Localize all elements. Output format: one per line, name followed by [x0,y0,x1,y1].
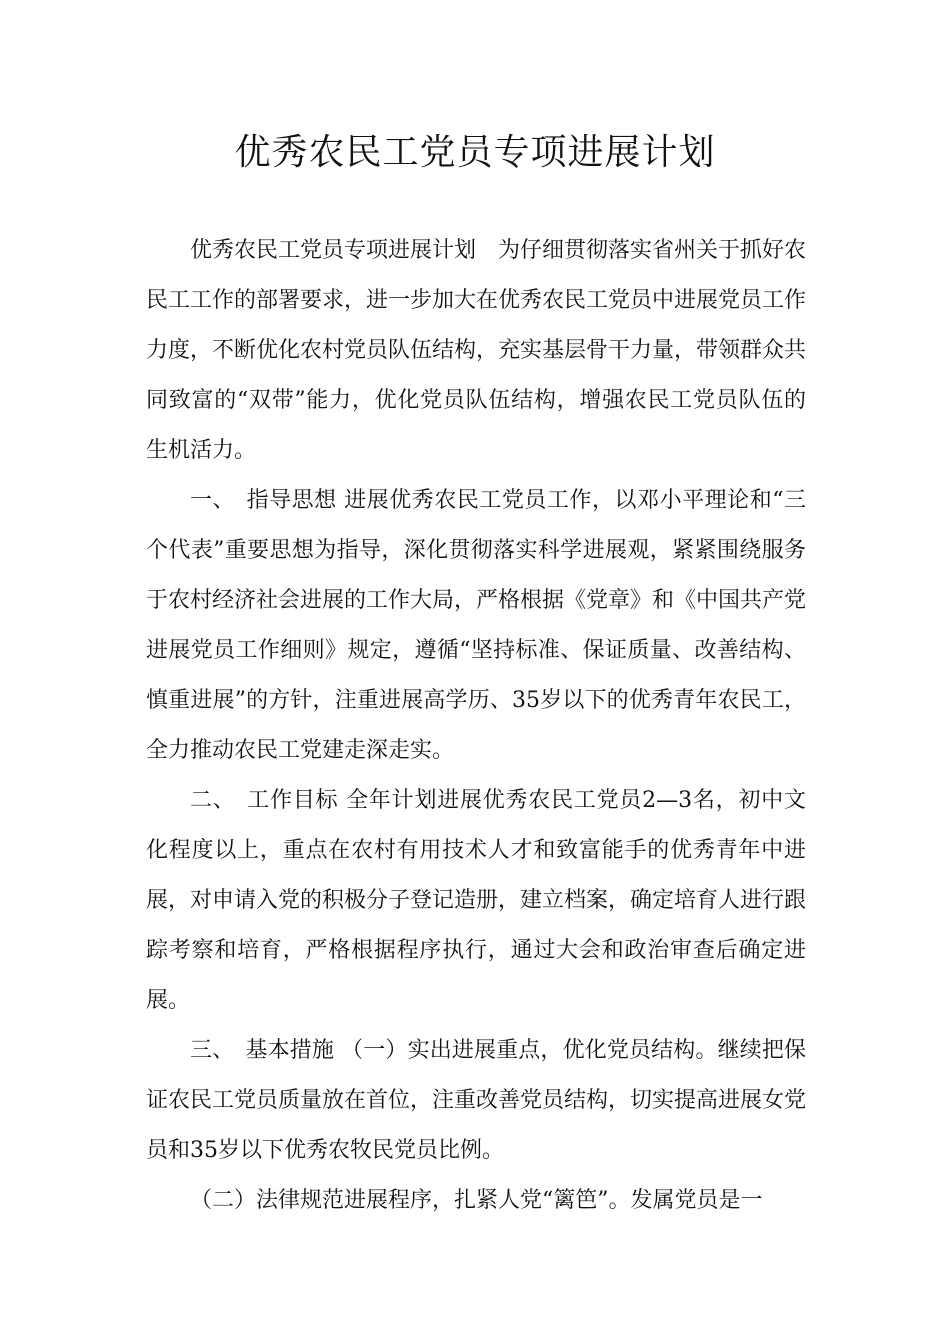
document-title: 优秀农民工党员专项进展计划 [234,132,716,173]
paragraph-guiding-thought: 一、 指导思想 进展优秀农民工党员工作，以邓小平理论和“三个代表”重要思想为指导，深化贯彻落实科学进展观，紧紧围绕服务于农村经济社会进展的工作大局，严格根据《党章》和《中国共产党进展党员工作细则》规定，遵循“坚持标准、保证质量、改善结构、慎重进展”的方针，注重进展高学历、35岁以下的优秀青年农民工，全力推动农民工党建走深走实。 [146,488,807,763]
paragraph-intro: 优秀农民工党员专项进展计划 为仔细贯彻落实省州关于抓好农民工工作的部署要求，进一步加大在优秀农民工党员中进展党员工作力度，不断优化农村党员队伍结构，充实基层骨干力量，带领群众共同致富的“双带”能力，优化党员队伍结构，增强农民工党员队伍的生机活力。 [146,238,807,463]
document-body [146,226,806,1226]
paragraph-work-goal: 二、 工作目标 全年计划进展优秀农民工党员2—3名，初中文化程度以上，重点在农村有用技术人才和致富能手的优秀青年中进展，对申请入党的积极分子登记造册，建立档案，确定培育人进行跟踪考察和培育，严格根据程序执行，通过大会和政治审查后确定进展。 [146,788,807,1013]
paragraph-basic-measures: 三、 基本措施 （一）实出进展重点，优化党员结构。继续把保证农民工党员质量放在首位，注重改善党员结构，切实提高进展女党员和35岁以下优秀农牧民党员比例。 [146,1038,807,1163]
paragraph-procedure: （二）法律规范进展程序，扎紧人党“篱笆”。发属党员是一 [190,1188,763,1213]
